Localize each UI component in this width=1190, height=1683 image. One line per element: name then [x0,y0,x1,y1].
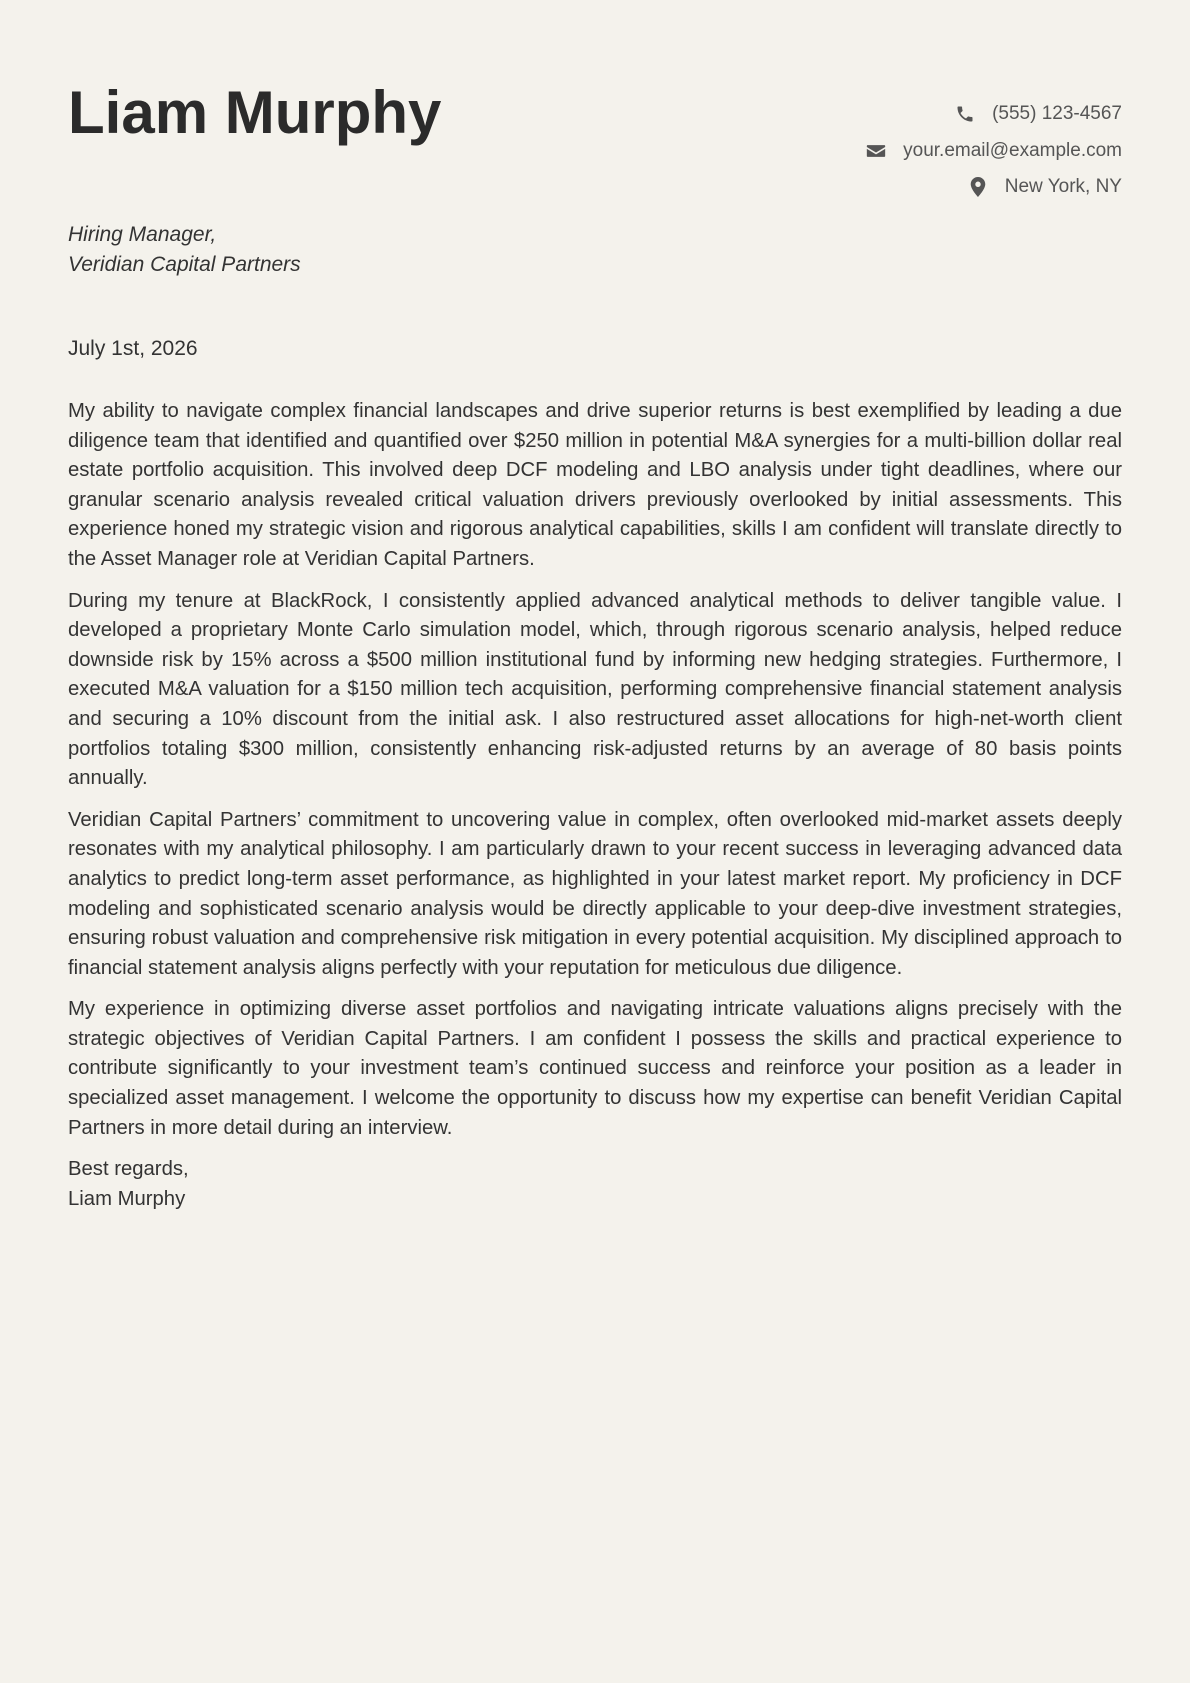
recipient-block [68,220,301,280]
envelope-icon [865,140,887,162]
email-link[interactable]: your.email@example.com [903,139,1122,161]
letter-date: July 1st, 2026 [68,337,198,360]
contact-email-row [865,133,1122,170]
letter-header [68,0,1122,200]
closing-salutation: Best regards, [68,1158,189,1181]
map-pin-icon [967,176,989,198]
phone-link[interactable]: (555) 123-4567 [992,103,1122,125]
body-paragraph: My ability to navigate complex financial landscapes and drive superior returns is best exemplified by leading a due diligence team that identified and quantified over $250 million in potential M&A synergies for a multi-billion dollar real estate portfolio acquisition. This involved deep DCF modeling and LBO analysis under tight deadlines, where our granular scenario analysis revealed critical valuation drivers previously overlooked by initial assessments. This experience honed my strategic vision and rigorous analytical capabilities, skills I am confident will translate directly to the Asset Manager role at Veridian Capital Partners. [68,400,1122,570]
contact-location-row [865,169,1122,206]
body-paragraph: Veridian Capital Partners’ commitment to uncovering value in complex, often overlooked mid-market assets deeply resonates with my analytical philosophy. I am particularly drawn to your recent success in leveraging advanced data analytics to predict long-term asset performance, as highlighted in your latest market report. My proficiency in DCF modeling and sophisticated scenario analysis would be directly applicable to your deep-dive investment strategies, ensuring robust valuation and comprehensive risk mitigation in every potential acquisition. My disciplined approach to financial statement analysis aligns perfectly with your reputation for meticulous due diligence. [68,808,1122,979]
body-paragraph: During my tenure at BlackRock, I consistently applied advanced analytical methods to deliver tangible value. I developed a proprietary Monte Carlo simulation model, which, through rigorous scenario analysis, helped reduce downside risk by 15% across a $500 million institutional fund by informing new hedging strategies. Furthermore, I executed M&A valuation for a $150 million tech acquisition, performing comprehensive financial statement analysis and securing a 10% discount from the initial ask. I also restructured asset allocations for high-net-worth client portfolios totaling $300 million, consistently enhancing risk-adjusted returns by an average of 80 basis points annually. [68,589,1122,790]
cover-letter-page [68,0,1122,1210]
applicant-name: Liam Murphy [68,79,442,146]
contact-phone-row [865,96,1122,133]
phone-icon [954,103,976,125]
closing-signature: Liam Murphy [68,1187,186,1210]
body-paragraph: My experience in optimizing diverse asset portfolios and navigating intricate valuations aligns precisely with the strategic objectives of Veridian Capital Partners. I am confident I possess the skills and practical experience to contribute significantly to your investment team’s continued success and reinforce your position as a leader in specialized asset management. I welcome the opportunity to discuss how my expertise can benefit Veridian Capital Partners in more detail during an interview. [68,998,1122,1139]
recipient-company: Veridian Capital Partners [68,253,301,276]
location-text: New York, NY [1004,176,1122,198]
letter-closing [68,1155,1122,1214]
recipient-title: Hiring Manager, [68,223,217,246]
letter-body [68,397,1122,1214]
contact-info [865,96,1122,206]
